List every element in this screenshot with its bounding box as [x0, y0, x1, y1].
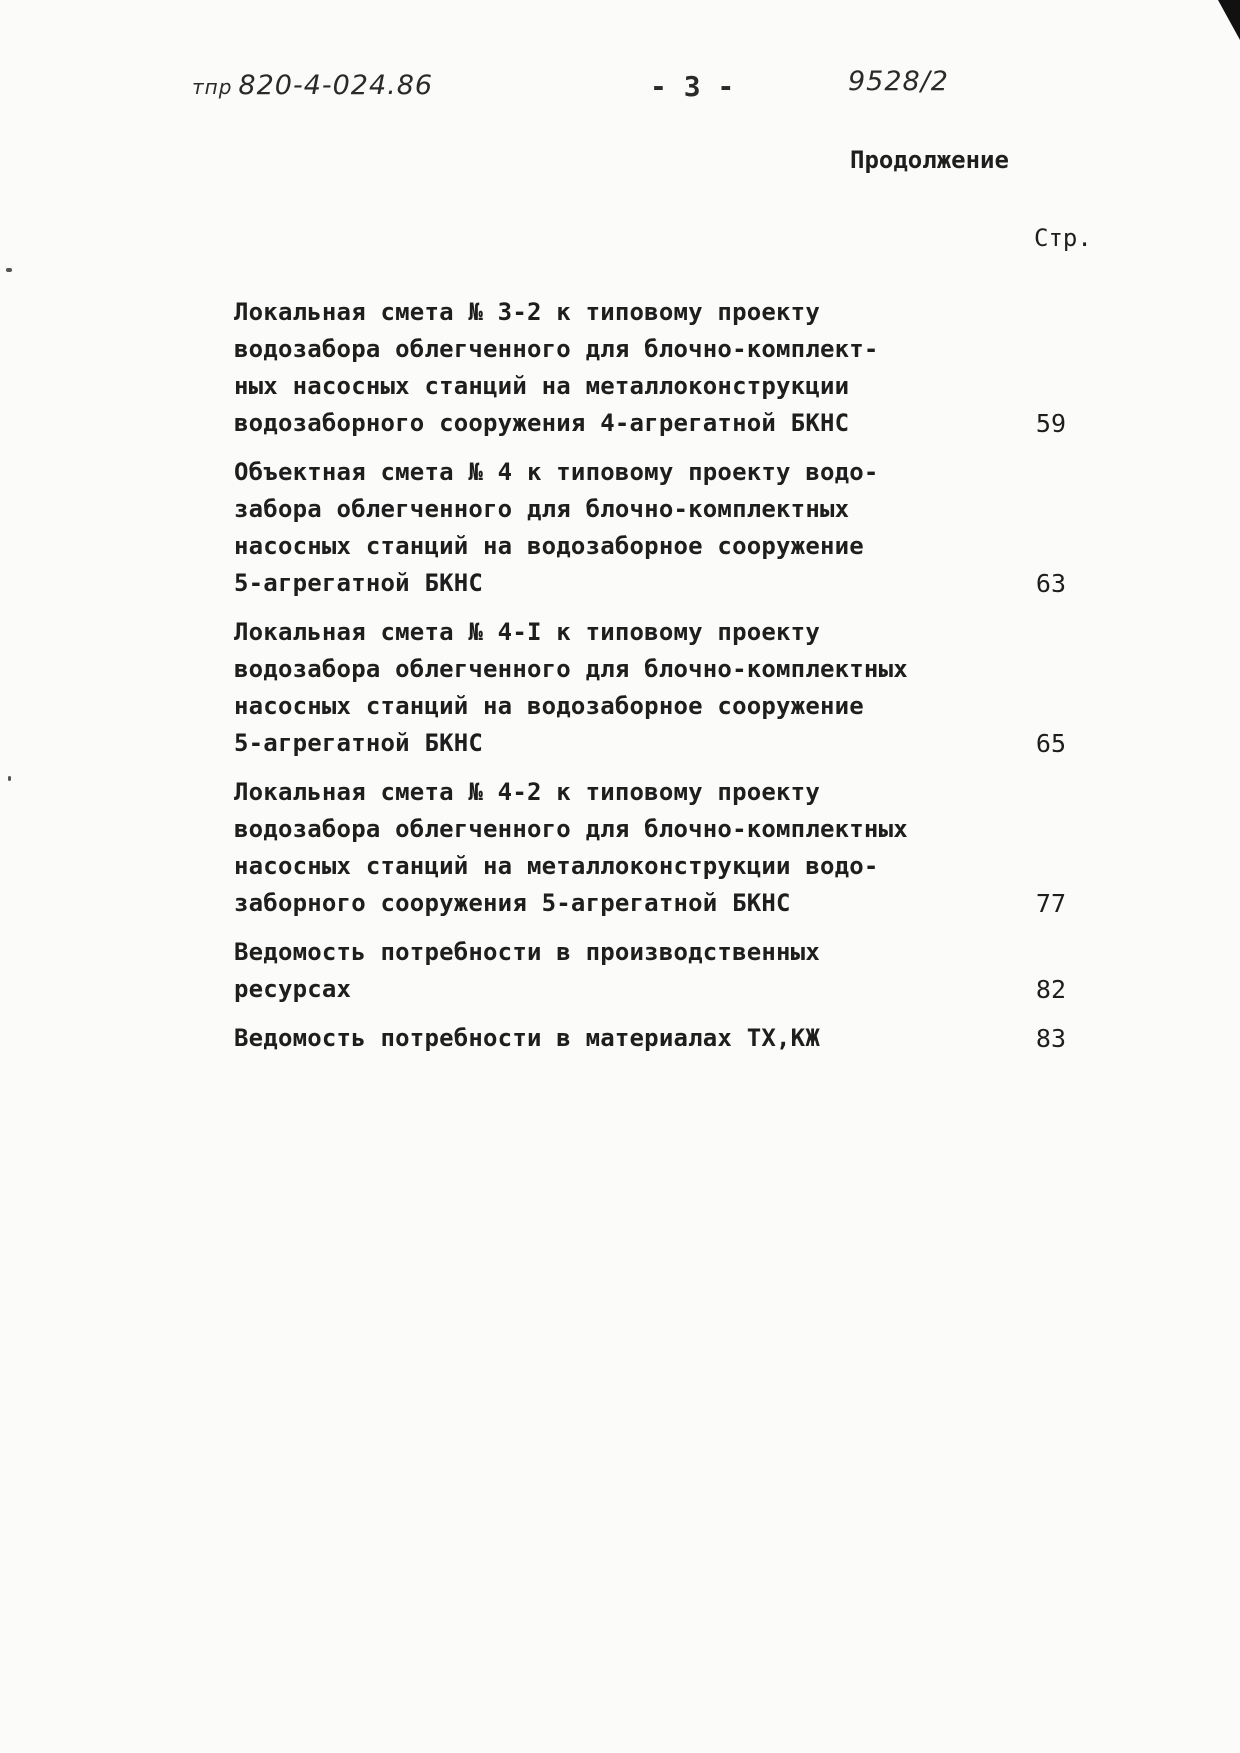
toc-entry-title: Ведомость потребности в материалах ТХ,КЖ — [234, 1024, 820, 1052]
toc-entry-title: Локальная смета № 4-I к типовому проекту водозабора облегченного для блочно-комплектных насосных станций на водозаборное сооружение 5-агрегатной БКНС — [234, 618, 908, 757]
toc-entry — [234, 454, 1074, 602]
toc-entry-page: 77 — [1035, 889, 1066, 918]
table-of-contents — [234, 294, 1074, 1069]
document-number-stamp: 9528/2 — [848, 66, 949, 97]
toc-entry-page: 82 — [1035, 975, 1066, 1004]
toc-entry — [234, 934, 1074, 1008]
toc-entry — [234, 1020, 1074, 1057]
toc-entry — [234, 294, 1074, 442]
toc-entry-page: 59 — [1035, 409, 1066, 438]
scan-speck — [8, 776, 11, 781]
toc-entry-title: Ведомость потребности в производственных ресурсах — [234, 938, 820, 1003]
continuation-label: Продолжение — [850, 146, 1009, 174]
toc-entry-title: Локальная смета № 4-2 к типовому проекту водозабора облегченного для блочно-комплектных насосных станций на металлоконструкции водо- заборного сооружения 5-агрегатной БКНС — [234, 778, 908, 917]
project-code-prefix: тпр — [192, 75, 233, 99]
project-code: 820-4-024.86 — [238, 70, 434, 101]
toc-entry-title: Локальная смета № 3-2 к типовому проекту водозабора облегченного для блочно-комплект- ных насосных станций на металлоконструкции водозаборного сооружения 4-агрегатной БКНС — [234, 298, 879, 437]
page-number: - 3 - — [650, 70, 735, 103]
scan-corner-mark — [1218, 0, 1240, 40]
toc-entry-page: 83 — [1035, 1024, 1066, 1053]
toc-entry-title: Объектная смета № 4 к типовому проекту водо- забора облегченного для блочно-комплектных насосных станций на водозаборное сооружение 5-агрегатной БКНС — [234, 458, 879, 597]
toc-entry — [234, 774, 1074, 922]
page-column-header: Стр. — [1034, 224, 1092, 252]
scan-speck — [6, 268, 12, 272]
project-code-stamp — [192, 70, 433, 101]
toc-entry-page: 63 — [1035, 569, 1066, 598]
toc-entry — [234, 614, 1074, 762]
toc-entry-page: 65 — [1035, 729, 1066, 758]
